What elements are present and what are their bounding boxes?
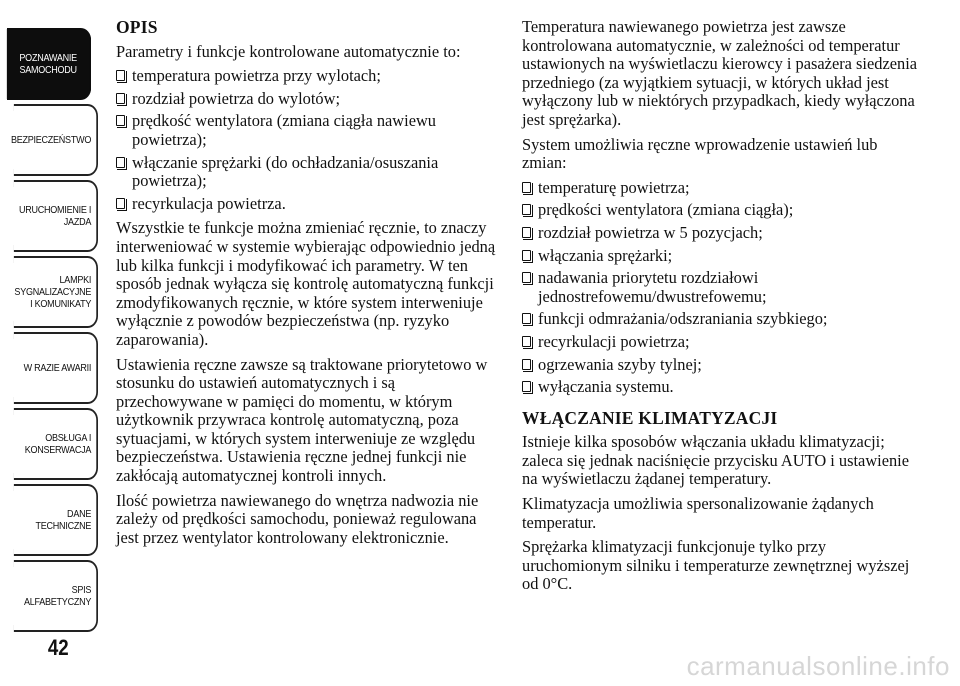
body-paragraph: Ilość powietrza nawiewanego do wnętrza nadwozia nie zależy od prędkości samochodu, ponieważ regulowana jest przez wentylator kontrolowany elektronicznie. [116, 490, 479, 547]
tab-poznawanie-samochodu[interactable]: POZNAWANIE SAMOCHODU [7, 28, 91, 100]
checkbox-bullet-icon [522, 227, 531, 238]
body-paragraph: Klimatyzacja umożliwia spersonalizowanie żądanych temperatur. [522, 494, 874, 532]
watermark: carmanualsonline.info [686, 651, 950, 681]
list-item: temperaturę powietrza; [522, 179, 922, 198]
checkbox-bullet-icon [522, 313, 531, 324]
section-heading-wlaczanie-klimatyzacji: WŁĄCZANIE KLIMATYZACJI [522, 407, 778, 428]
section-heading-opis: OPIS [116, 17, 158, 37]
list-item: recyrkulacja powietrza. [116, 195, 496, 214]
checkbox-bullet-icon [116, 198, 125, 209]
checkbox-bullet-icon [522, 182, 531, 193]
section-tabs [0, 0, 100, 686]
list-item: włączania sprężarki; [522, 247, 922, 266]
tab-uruchomienie-i-jazda[interactable]: URUCHOMIENIE I JAZDA [14, 180, 98, 252]
page-number: 42 [47, 635, 69, 660]
tab-w-razie-awarii[interactable]: W RAZIE AWARII [14, 332, 98, 404]
list-item: temperatura powietrza przy wylotach; [116, 67, 496, 86]
body-paragraph: Sprężarka klimatyzacji funkcjonuje tylko przy uruchomionym silniku i temperaturze zewnętrznej wyższej od 0°C. [522, 537, 910, 594]
checkbox-bullet-icon [522, 359, 531, 370]
list-item: prędkość wentylatora (zmiana ciągła nawiewu powietrza); [116, 112, 496, 149]
list-item: włączanie sprężarki (do ochładzania/osuszania powietrza); [116, 154, 496, 191]
body-paragraph: Wszystkie te funkcje można zmieniać ręcznie, to znaczy interweniować w systemie wybierając odpowiednio jedną lub kilka funkcji i modyfikować ich parametry. W ten sposób jednak wyłącza się kontrolę automatyczną funkcji zmodyfikowanych ręcznie, w które system interweniuje wyłącznie z powodów bezpieczeństwa (np. ryzyko zaparowania). [116, 218, 496, 349]
list-item: rozdział powietrza do wylotów; [116, 90, 496, 109]
checkbox-bullet-icon [522, 336, 531, 347]
list-item: recyrkulacji powietrza; [522, 333, 922, 352]
right-column [522, 18, 922, 600]
tab-lampki-sygnalizacyjne[interactable]: LAMPKI SYGNALIZACYJNE I KOMUNIKATY [14, 256, 98, 328]
tab-spis-alfabetyczny[interactable]: SPIS ALFABETYCZNY [14, 560, 98, 632]
tab-dane-techniczne[interactable]: DANE TECHNICZNE [14, 484, 98, 556]
manual-settings-list [522, 179, 922, 397]
checkbox-bullet-icon [116, 93, 125, 104]
list-item: funkcji odmrażania/odszraniania szybkiego; [522, 310, 922, 329]
tab-obsluga-i-konserwacja[interactable]: OBSŁUGA I KONSERWACJA [14, 408, 98, 480]
body-paragraph: System umożliwia ręczne wprowadzenie ustawień lub zmian: [522, 134, 878, 173]
list-item: wyłączania systemu. [522, 378, 922, 397]
checkbox-bullet-icon [522, 204, 531, 215]
list-item: ogrzewania szyby tylnej; [522, 356, 922, 375]
list-item: prędkości wentylatora (zmiana ciągła); [522, 201, 922, 220]
tab-bezpieczenstwo[interactable]: BEZPIECZEŃSTWO [14, 104, 98, 176]
body-paragraph: Istnieje kilka sposobów włączania układu klimatyzacji; zaleca się jednak naciśnięcie przycisku AUTO i ustawienie na wyświetlaczu żądanej temperatury. [522, 432, 910, 489]
left-column [116, 18, 496, 553]
automatic-functions-list [116, 67, 496, 213]
body-paragraph: Temperatura nawiewanego powietrza jest zawsze kontrolowana automatycznie, w zależności od temperatur ustawionych na wyświetlaczu kierowcy i pasażera siedzenia przedniego (za wyjątkiem sytuacji, w których układ jest wyłączony lub w niektórych przypadkach, kiedy wyłączona jest sprężarka). [522, 17, 918, 129]
list-item: rozdział powietrza w 5 pozycjach; [522, 224, 922, 243]
checkbox-bullet-icon [116, 115, 125, 126]
checkbox-bullet-icon [116, 157, 125, 168]
checkbox-bullet-icon [522, 250, 531, 261]
list-item: nadawania priorytetu rozdziałowi jednostrefowemu/dwustrefowemu; [522, 269, 922, 306]
checkbox-bullet-icon [522, 272, 531, 283]
checkbox-bullet-icon [522, 381, 531, 392]
intro-paragraph: Parametry i funkcje kontrolowane automatycznie to: [116, 41, 461, 61]
checkbox-bullet-icon [116, 70, 125, 81]
body-paragraph: Ustawienia ręczne zawsze są traktowane priorytetowo w stosunku do ustawień automatycznych i są przechowywane w pamięci do momentu, w którym użytkownik przywraca kontrolę automatyczną, poza sytuacjami, w których system interweniuje ze względu bezpieczeństwa. Ustawienia ręczne jednej funkcji nie zakłócają automatycznej kontroli innych. [116, 354, 488, 486]
